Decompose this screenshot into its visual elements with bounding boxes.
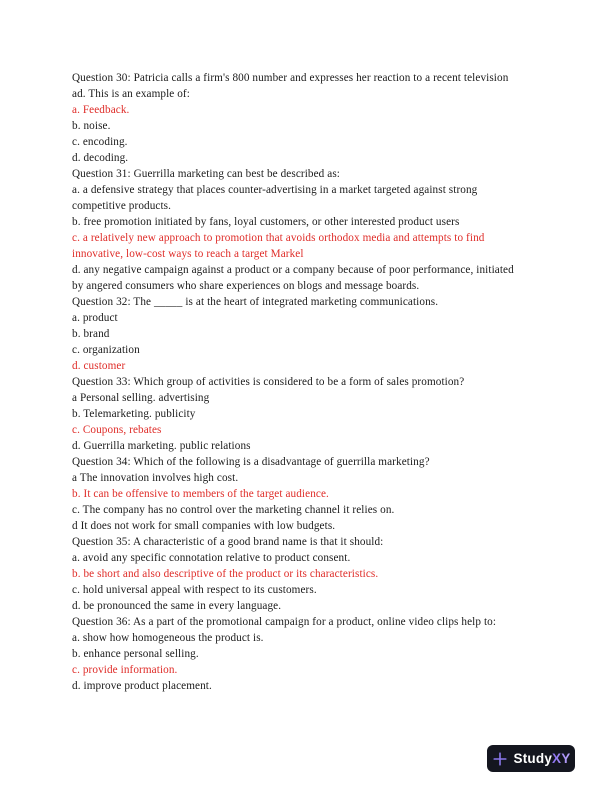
doc-line: Question 33: Which group of activities is considered to be a form of sales promotion? [72,376,465,388]
doc-line: b. noise. [72,120,111,132]
doc-line: c. hold universal appeal with respect to its customers. [72,584,317,596]
doc-line: a Personal selling. advertising [72,392,210,404]
doc-line: c. organization [72,344,140,356]
doc-line: a. avoid any specific connotation relative to product consent. [72,552,351,564]
document-text [72,70,544,694]
doc-line: innovative, low-cost ways to reach a target Markel [72,248,304,260]
doc-line: c. Coupons, rebates [72,424,162,436]
doc-line: ad. This is an example of: [72,88,190,100]
doc-line: a. a defensive strategy that places counter-advertising in a market targeted against strong [72,184,478,196]
doc-line: a. Feedback. [72,104,130,116]
doc-line: competitive products. [72,200,172,212]
doc-line: b. Telemarketing. publicity [72,408,196,420]
studyxy-logo [487,745,575,772]
doc-line: c. encoding. [72,136,128,148]
doc-line: a The innovation involves high cost. [72,472,239,484]
doc-line: d. decoding. [72,152,129,164]
doc-line: Question 36: As a part of the promotional campaign for a product, online video clips help to: [72,616,497,628]
doc-line: d. customer [72,360,126,372]
doc-line: b. brand [72,328,110,340]
doc-line: d. improve product placement. [72,680,212,692]
doc-line: d. Guerrilla marketing. public relations [72,440,251,452]
plus-icon [492,751,508,767]
doc-line: b. free promotion initiated by fans, loyal customers, or other interested product users [72,216,460,228]
doc-line: a. show how homogeneous the product is. [72,632,264,644]
doc-line: b. It can be offensive to members of the target audience. [72,488,329,500]
logo-text-primary: Study [513,751,553,766]
doc-line: d It does not work for small companies with low budgets. [72,520,336,532]
doc-line: Question 34: Which of the following is a disadvantage of guerrilla marketing? [72,456,430,468]
logo-wordmark [514,751,571,766]
doc-line: Question 35: A characteristic of a good brand name is that it should: [72,536,384,548]
doc-line: c. provide information. [72,664,178,676]
doc-line: d. be pronounced the same in every language. [72,600,282,612]
doc-line: b. enhance personal selling. [72,648,199,660]
doc-line: a. product [72,312,118,324]
logo-text-accent: XY [552,751,571,766]
doc-line: c. a relatively new approach to promotion that avoids orthodox media and attempts to find [72,232,485,244]
doc-line: d. any negative campaign against a product or a company because of poor performance, initiated [72,264,514,276]
doc-line: by angered consumers who share experiences on blogs and message boards. [72,280,420,292]
doc-line: c. The company has no control over the marketing channel it relies on. [72,504,395,516]
doc-line: Question 30: Patricia calls a firm's 800 number and expresses her reaction to a recent television [72,72,509,84]
doc-line: b. be short and also descriptive of the product or its characteristics. [72,568,379,580]
doc-line: Question 32: The _____ is at the heart of integrated marketing communications. [72,296,439,308]
doc-line: Question 31: Guerrilla marketing can best be described as: [72,168,341,180]
